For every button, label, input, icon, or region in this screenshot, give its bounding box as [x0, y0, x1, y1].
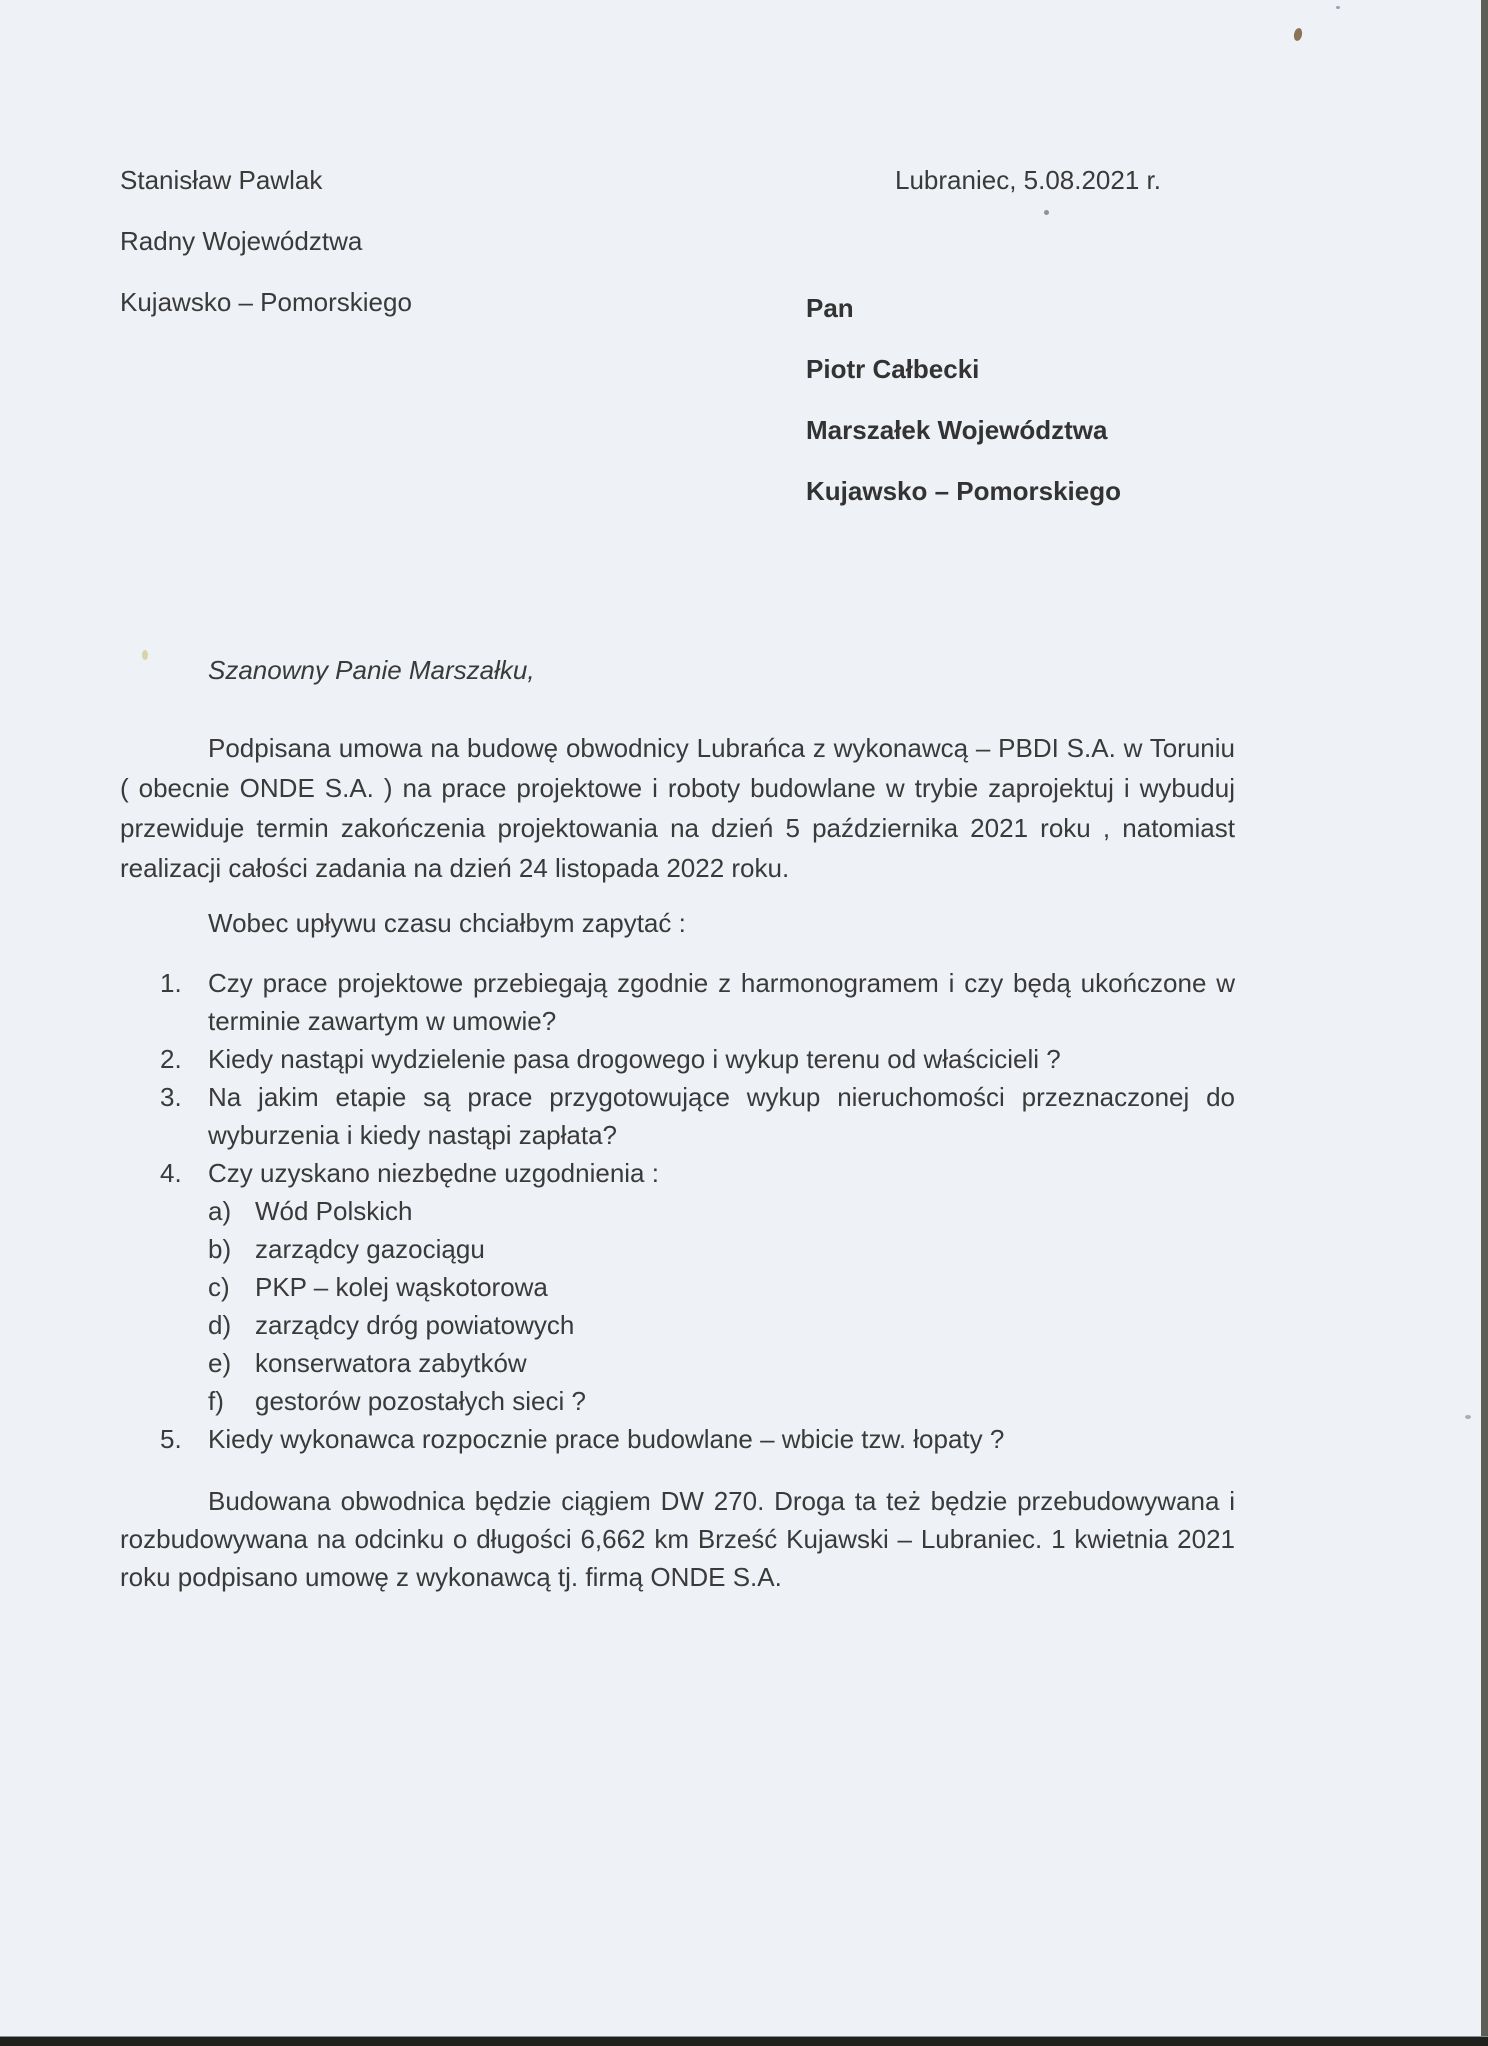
- recipient-title: Marszałek Województwa: [806, 415, 1108, 445]
- subquestion-text: zarządcy gazociągu: [255, 1234, 485, 1264]
- question-number: 4.: [160, 1158, 182, 1188]
- scan-artifact: [1044, 210, 1049, 215]
- question-item: [120, 964, 1235, 1040]
- sender-region: Kujawsko – Pomorskiego: [120, 287, 412, 317]
- question-text: Na jakim etapie są prace przygotowujące wykup nieruchomości przeznaczonej do wyburzenia i kiedy nastąpi zapłata?: [208, 1082, 1235, 1150]
- subquestion-text: gestorów pozostałych sieci ?: [255, 1386, 586, 1416]
- question-item: [120, 1420, 1235, 1458]
- subquestion-letter: d): [208, 1310, 232, 1340]
- question-text: Kiedy nastąpi wydzielenie pasa drogowego i wykup terenu od właścicieli ?: [208, 1044, 1061, 1074]
- paragraph-closing: Budowana obwodnica będzie ciągiem DW 270. Droga ta też będzie przebudowywana i rozbudowywana na odcinku o długości 6,662 km Brześć Kujawski – Lubraniec. 1 kwietnia 2021 roku podpisano umowę z wykonawcą tj. firmą ONDE S.A.: [120, 1486, 1235, 1592]
- scan-artifact: [142, 650, 148, 660]
- sender-name: Stanisław Pawlak: [120, 165, 323, 195]
- scanner-edge-bottom: [0, 2036, 1488, 2046]
- question-number: 5.: [160, 1424, 182, 1454]
- recipient-region: Kujawsko – Pomorskiego: [806, 476, 1121, 506]
- subquestion-letter: e): [208, 1348, 232, 1378]
- question-item: [120, 1078, 1235, 1154]
- question-list: [120, 964, 1235, 1458]
- sender-block: [120, 150, 412, 333]
- scan-artifact: [1293, 27, 1304, 41]
- subquestion-item: [208, 1230, 1235, 1268]
- paragraph-opening: Podpisana umowa na budowę obwodnicy Lubrańca z wykonawcą – PBDI S.A. w Toruniu ( obecnie ONDE S.A. ) na prace projektowe i roboty budowlane w trybie zaprojektuj i wybuduj przewiduje termin zakończenia projektowania na dzień 5 października 2021 roku , natomiast realizacji całości zadania na dzień 24 listopada 2022 roku.: [120, 733, 1235, 883]
- question-text: Czy prace projektowe przebiegają zgodnie z harmonogramem i czy będą ukończone w terminie zawartym w umowie?: [208, 968, 1235, 1036]
- subquestion-item: [208, 1382, 1235, 1420]
- question-number: 2.: [160, 1044, 182, 1074]
- question-intro: Wobec upływu czasu chciałbym zapytać :: [208, 908, 686, 938]
- sender-title: Radny Województwa: [120, 226, 363, 256]
- subquestion-text: konserwatora zabytków: [255, 1348, 527, 1378]
- subquestion-letter: a): [208, 1196, 232, 1226]
- question-number: 1.: [160, 968, 182, 998]
- subquestion-letter: f): [208, 1386, 224, 1416]
- question-text: Kiedy wykonawca rozpocznie prace budowlane – wbicie tzw. łopaty ?: [208, 1424, 1005, 1454]
- question-item: [120, 1154, 1235, 1192]
- question-text: Czy uzyskano niezbędne uzgodnienia :: [208, 1158, 659, 1188]
- letter-body: [120, 650, 1235, 1596]
- salutation: Szanowny Panie Marszałku,: [208, 655, 535, 685]
- recipient-name: Piotr Całbecki: [806, 354, 980, 384]
- subquestion-item: [208, 1268, 1235, 1306]
- subquestion-text: zarządcy dróg powiatowych: [255, 1310, 575, 1340]
- question-number: 3.: [160, 1082, 182, 1112]
- subquestion-letter: b): [208, 1234, 232, 1264]
- question-item: [120, 1040, 1235, 1078]
- subquestion-item: [208, 1344, 1235, 1382]
- subquestion-item: [208, 1306, 1235, 1344]
- subquestion-text: PKP – kolej wąskotorowa: [255, 1272, 548, 1302]
- subquestion-text: Wód Polskich: [255, 1196, 413, 1226]
- subquestion-list: [208, 1192, 1235, 1420]
- subquestion-item: [208, 1192, 1235, 1230]
- subquestion-letter: c): [208, 1272, 230, 1302]
- scan-artifact: [1465, 1415, 1471, 1419]
- date-line: Lubraniec, 5.08.2021 r.: [895, 165, 1161, 195]
- scanner-edge-right: [1481, 0, 1488, 2046]
- recipient-honorific: Pan: [806, 293, 854, 323]
- scan-artifact: [1336, 6, 1340, 9]
- recipient-block: [806, 278, 1121, 522]
